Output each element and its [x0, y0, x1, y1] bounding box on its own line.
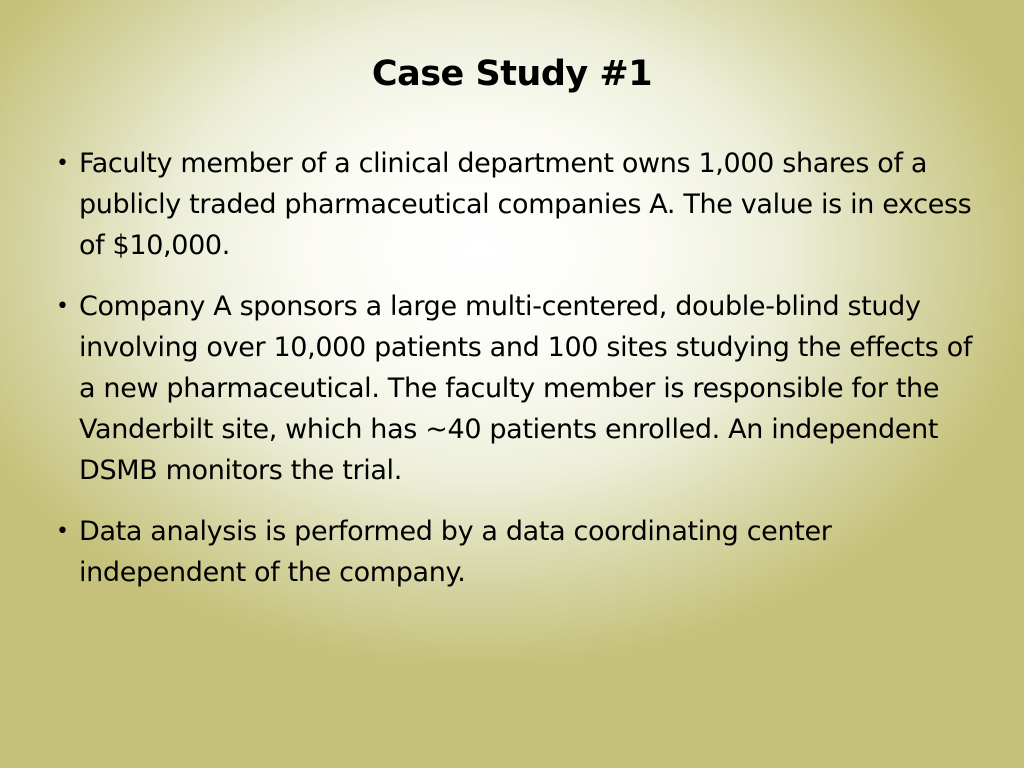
- bullet-item: [56, 143, 986, 266]
- bullet-text: Company A sponsors a large multi-centered, double-blind study involving over 10,000 patients and 100 sites studying the effects of a new pharmaceutical. The faculty member is responsible for the Vanderbilt site, which has ~40 patients enrolled. An independent DSMB monitors the trial.: [79, 291, 973, 486]
- bullet-dot-icon: •: [56, 151, 69, 176]
- bullet-text: Data analysis is performed by a data coordinating center independent of the company.: [79, 516, 832, 588]
- bullet-text: Faculty member of a clinical department owns 1,000 shares of a publicly traded pharmaceutical companies A. The value is in excess of $10,000.: [79, 148, 972, 261]
- bullet-dot-icon: •: [56, 294, 69, 319]
- slide-title: Case Study #1: [371, 54, 653, 94]
- bullet-item: [56, 286, 986, 491]
- bullet-item: [56, 511, 986, 593]
- bullet-list: [56, 143, 986, 613]
- bullet-dot-icon: •: [56, 519, 69, 544]
